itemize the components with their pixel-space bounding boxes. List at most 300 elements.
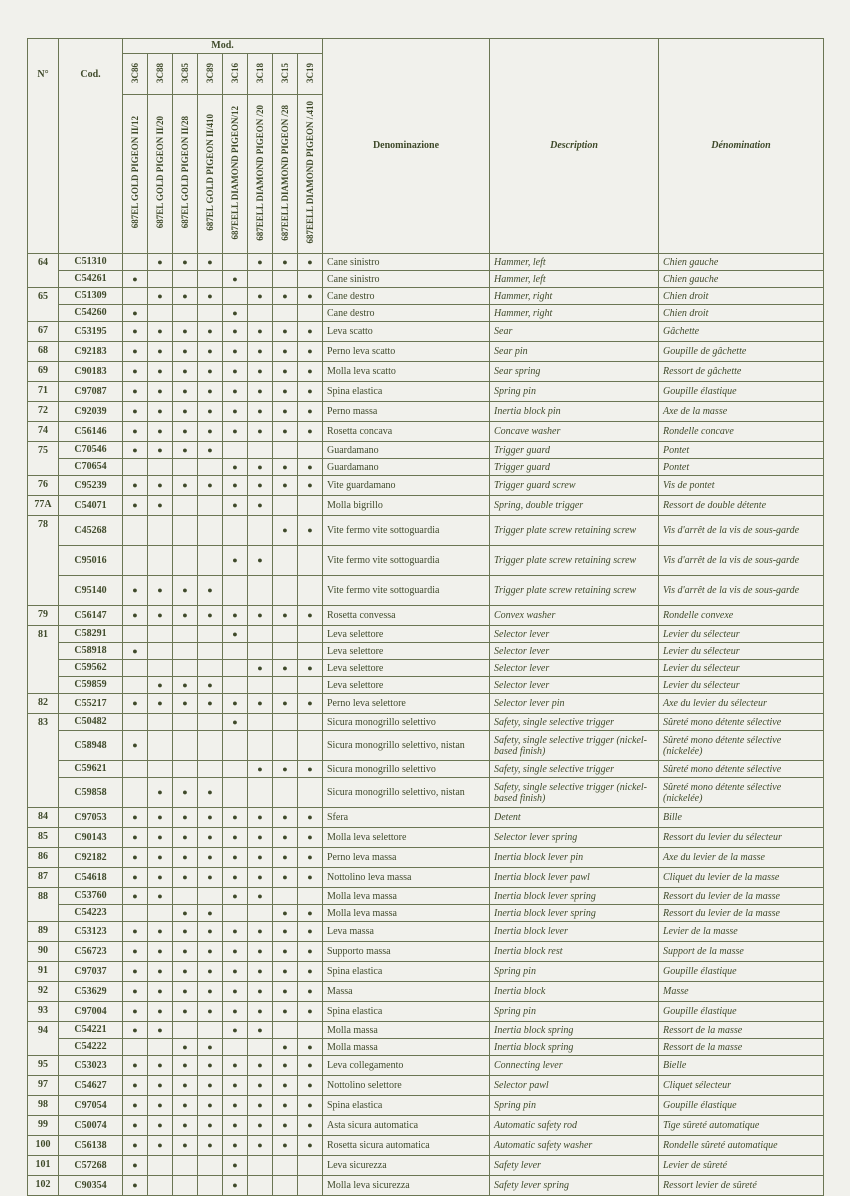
model-applicability-cell [123,1156,148,1176]
applicability-bullet: ● [182,832,188,842]
applicability-bullet: ● [132,698,138,708]
model-applicability-cell [248,808,273,828]
part-name-english: Trigger guard [490,442,659,459]
table-row [28,546,824,576]
applicability-bullet: ● [157,852,163,862]
model-applicability-cell [298,516,323,546]
part-name-french: Ressort de gâchette [659,362,824,382]
model-applicability-cell [273,626,298,643]
table-row [28,828,824,848]
applicability-bullet: ● [232,1006,238,1016]
model-applicability-cell [148,888,173,905]
model-applicability-cell [298,271,323,288]
model-applicability-cell [273,442,298,459]
model-applicability-cell [248,342,273,362]
model-code-header [298,54,323,95]
model-applicability-cell [148,576,173,606]
part-number: 90 [28,942,59,962]
model-applicability-cell [273,694,298,714]
part-name-english: Inertia block lever [490,922,659,942]
column-header-english: Description [490,39,659,254]
model-applicability-cell [248,643,273,660]
applicability-bullet: ● [282,1140,288,1150]
applicability-bullet: ● [132,386,138,396]
model-applicability-cell [223,694,248,714]
applicability-bullet: ● [257,852,263,862]
part-code: C54260 [59,305,123,322]
model-applicability-cell [123,1096,148,1116]
applicability-bullet: ● [257,966,263,976]
model-applicability-cell [148,660,173,677]
model-applicability-cell [198,982,223,1002]
part-name-english: Selector lever [490,643,659,660]
applicability-bullet: ● [257,1024,263,1035]
applicability-bullet: ● [207,346,213,356]
applicability-bullet: ● [307,1140,313,1150]
applicability-bullet: ● [207,386,213,396]
model-applicability-cell [223,1116,248,1136]
model-applicability-cell [148,848,173,868]
applicability-bullet: ● [207,907,213,918]
part-name-english: Spring pin [490,382,659,402]
part-name-italian: Sicura monogrillo selettivo [323,761,490,778]
model-applicability-cell [273,868,298,888]
table-row [28,1002,824,1022]
model-applicability-cell [123,1136,148,1156]
applicability-bullet: ● [157,787,163,797]
part-name-italian: Leva sicurezza [323,1156,490,1176]
model-applicability-cell [123,626,148,643]
part-number: 85 [28,828,59,848]
model-applicability-cell [148,731,173,761]
model-applicability-cell [123,1076,148,1096]
applicability-bullet: ● [182,1080,188,1090]
part-name-french: Tige sûreté automatique [659,1116,824,1136]
applicability-bullet: ● [307,1006,313,1016]
table-row [28,942,824,962]
model-applicability-cell [223,982,248,1002]
model-applicability-cell [123,778,148,808]
model-applicability-cell [223,1136,248,1156]
model-name-label: 687EL GOLD PIGEON II/12 [130,116,140,229]
model-code-label: 3C89 [205,62,215,83]
applicability-bullet: ● [307,326,313,336]
model-applicability-cell [273,888,298,905]
applicability-bullet: ● [232,1080,238,1090]
model-applicability-cell [298,677,323,694]
applicability-bullet: ● [132,740,138,750]
part-name-french: Goupille élastique [659,1002,824,1022]
applicability-bullet: ● [232,366,238,376]
table-row [28,778,824,808]
part-code: C51310 [59,254,123,271]
applicability-bullet: ● [182,585,188,595]
part-name-english: Safety lever spring [490,1176,659,1196]
model-applicability-cell [123,496,148,516]
applicability-bullet: ● [132,366,138,376]
model-name-header [223,95,248,254]
model-applicability-cell [273,476,298,496]
model-applicability-cell [123,422,148,442]
model-applicability-cell [173,496,198,516]
model-applicability-cell [248,905,273,922]
model-applicability-cell [273,1076,298,1096]
model-applicability-cell [148,942,173,962]
model-applicability-cell [273,422,298,442]
model-applicability-cell [298,1039,323,1056]
part-code: C59859 [59,677,123,694]
applicability-bullet: ● [282,1041,288,1052]
part-number: 74 [28,422,59,442]
applicability-bullet: ● [282,610,288,620]
model-applicability-cell [198,422,223,442]
part-number: 65 [28,288,59,322]
model-applicability-cell [198,1176,223,1196]
applicability-bullet: ● [207,1140,213,1150]
model-applicability-cell [123,643,148,660]
part-number: 84 [28,808,59,828]
part-name-italian: Cane sinistro [323,271,490,288]
model-applicability-cell [173,606,198,626]
part-name-french: Axe du levier du sélecteur [659,694,824,714]
model-applicability-cell [273,714,298,731]
model-applicability-cell [298,288,323,305]
model-applicability-cell [248,778,273,808]
part-name-english: Selector lever [490,660,659,677]
table-row [28,288,824,305]
model-applicability-cell [173,476,198,496]
model-applicability-cell [123,271,148,288]
applicability-bullet: ● [307,832,313,842]
model-applicability-cell [173,1156,198,1176]
applicability-bullet: ● [132,1100,138,1110]
part-number: 89 [28,922,59,942]
part-name-english: Inertia block lever spring [490,905,659,922]
applicability-bullet: ● [207,946,213,956]
model-code-label: 3C86 [130,62,140,83]
model-applicability-cell [198,1002,223,1022]
part-name-english: Spring, double trigger [490,496,659,516]
model-applicability-cell [223,576,248,606]
applicability-bullet: ● [282,1060,288,1070]
part-code: C50482 [59,714,123,731]
part-name-italian: Vite fermo vite sottoguardia [323,516,490,546]
applicability-bullet: ● [207,986,213,996]
applicability-bullet: ● [282,926,288,936]
model-applicability-cell [148,322,173,342]
table-row [28,459,824,476]
model-applicability-cell [298,1136,323,1156]
part-name-italian: Leva collegamento [323,1056,490,1076]
part-name-english: Selector lever spring [490,828,659,848]
model-name-label: 687EELL DIAMOND PIGEON /20 [255,104,265,241]
applicability-bullet: ● [182,1100,188,1110]
applicability-bullet: ● [182,426,188,436]
model-applicability-cell [298,496,323,516]
part-name-french: Ressort de la masse [659,1039,824,1056]
model-applicability-cell [198,516,223,546]
table-row [28,1136,824,1156]
applicability-bullet: ● [207,585,213,595]
model-applicability-cell [298,905,323,922]
applicability-bullet: ● [182,946,188,956]
model-name-header [248,95,273,254]
part-code: C57268 [59,1156,123,1176]
applicability-bullet: ● [232,716,238,727]
table-row [28,1096,824,1116]
model-applicability-cell [198,254,223,271]
model-applicability-cell [198,476,223,496]
model-applicability-cell [248,516,273,546]
model-applicability-cell [123,714,148,731]
applicability-bullet: ● [132,645,138,656]
model-applicability-cell [173,442,198,459]
applicability-bullet: ● [207,812,213,822]
applicability-bullet: ● [232,480,238,490]
model-applicability-cell [148,982,173,1002]
applicability-bullet: ● [307,1120,313,1130]
table-row [28,342,824,362]
table-row [28,962,824,982]
applicability-bullet: ● [132,812,138,822]
part-name-italian: Molla leva massa [323,905,490,922]
model-applicability-cell [198,342,223,362]
model-applicability-cell [173,1002,198,1022]
applicability-bullet: ● [157,366,163,376]
part-name-french: Bielle [659,1056,824,1076]
applicability-bullet: ● [132,1160,138,1170]
model-applicability-cell [223,643,248,660]
model-applicability-cell [173,1056,198,1076]
model-applicability-cell [223,731,248,761]
applicability-bullet: ● [257,946,263,956]
model-applicability-cell [123,476,148,496]
model-applicability-cell [223,828,248,848]
applicability-bullet: ● [282,480,288,490]
part-name-french: Vis de pontet [659,476,824,496]
part-name-italian: Spina elastica [323,1096,490,1116]
applicability-bullet: ● [157,1024,163,1035]
applicability-bullet: ● [157,890,163,901]
part-code: C97053 [59,808,123,828]
table-row [28,731,824,761]
part-name-french: Ressort levier de sûreté [659,1176,824,1196]
model-applicability-cell [248,942,273,962]
part-code: C55217 [59,694,123,714]
applicability-bullet: ● [282,1120,288,1130]
table-row [28,905,824,922]
model-applicability-cell [298,342,323,362]
applicability-bullet: ● [182,256,188,267]
applicability-bullet: ● [157,698,163,708]
part-name-italian: Rosetta sicura automatica [323,1136,490,1156]
part-number: 78 [28,516,59,606]
applicability-bullet: ● [207,366,213,376]
applicability-bullet: ● [282,1100,288,1110]
part-name-french: Sûreté mono détente sélective [659,761,824,778]
model-applicability-cell [198,362,223,382]
applicability-bullet: ● [182,787,188,797]
model-applicability-cell [273,677,298,694]
model-applicability-cell [223,476,248,496]
model-applicability-cell [298,459,323,476]
model-applicability-cell [148,694,173,714]
applicability-bullet: ● [232,1024,238,1035]
applicability-bullet: ● [207,426,213,436]
applicability-bullet: ● [282,346,288,356]
model-applicability-cell [173,342,198,362]
model-applicability-cell [273,982,298,1002]
model-applicability-cell [198,888,223,905]
column-header-italian: Denominazione [323,39,490,254]
model-applicability-cell [198,626,223,643]
part-name-italian: Massa [323,982,490,1002]
applicability-bullet: ● [307,812,313,822]
part-name-italian: Leva selettore [323,660,490,677]
applicability-bullet: ● [307,256,313,267]
part-code: C59858 [59,778,123,808]
model-applicability-cell [298,643,323,660]
model-applicability-cell [173,922,198,942]
table-row [28,643,824,660]
part-name-english: Safety, single selective trigger [490,761,659,778]
model-applicability-cell [173,382,198,402]
model-applicability-cell [223,362,248,382]
part-name-french: Ressort du levier du sélecteur [659,828,824,848]
part-name-english: Spring pin [490,962,659,982]
model-applicability-cell [273,459,298,476]
model-applicability-cell [248,828,273,848]
model-applicability-cell [173,254,198,271]
model-applicability-cell [248,731,273,761]
part-name-english: Sear [490,322,659,342]
model-applicability-cell [298,660,323,677]
model-applicability-cell [173,362,198,382]
part-code: C59621 [59,761,123,778]
model-applicability-cell [148,516,173,546]
applicability-bullet: ● [132,1024,138,1035]
applicability-bullet: ● [257,426,263,436]
part-name-english: Safety lever [490,1156,659,1176]
applicability-bullet: ● [257,1100,263,1110]
part-name-italian: Molla leva sicurezza [323,1176,490,1196]
applicability-bullet: ● [207,1080,213,1090]
applicability-bullet: ● [132,500,138,510]
applicability-bullet: ● [182,1120,188,1130]
part-code: C54222 [59,1039,123,1056]
part-number: 81 [28,626,59,694]
part-name-italian: Vite guardamano [323,476,490,496]
part-name-french: Axe de la masse [659,402,824,422]
part-number: 68 [28,342,59,362]
part-number: 94 [28,1022,59,1056]
applicability-bullet: ● [232,890,238,901]
applicability-bullet: ● [182,366,188,376]
model-applicability-cell [223,516,248,546]
part-code: C97054 [59,1096,123,1116]
model-applicability-cell [123,288,148,305]
applicability-bullet: ● [157,256,163,267]
part-code: C92039 [59,402,123,422]
model-applicability-cell [123,606,148,626]
applicability-bullet: ● [257,812,263,822]
applicability-bullet: ● [232,555,238,565]
model-applicability-cell [273,254,298,271]
part-name-italian: Vite fermo vite sottoguardia [323,546,490,576]
part-code: C54223 [59,905,123,922]
part-number: 93 [28,1002,59,1022]
model-applicability-cell [123,1056,148,1076]
model-applicability-cell [148,288,173,305]
part-name-french: Support de la masse [659,942,824,962]
part-number: 64 [28,254,59,288]
applicability-bullet: ● [207,832,213,842]
part-number: 101 [28,1156,59,1176]
applicability-bullet: ● [257,662,263,673]
part-name-french: Ressort du levier de la masse [659,888,824,905]
applicability-bullet: ● [257,290,263,301]
part-name-english: Inertia block spring [490,1039,659,1056]
applicability-bullet: ● [157,500,163,510]
part-name-french: Levier du sélecteur [659,677,824,694]
model-applicability-cell [273,382,298,402]
part-name-english: Trigger plate screw retaining screw [490,516,659,546]
model-applicability-cell [198,305,223,322]
model-code-label: 3C85 [180,62,190,83]
model-applicability-cell [248,626,273,643]
model-applicability-cell [248,962,273,982]
applicability-bullet: ● [207,256,213,267]
part-name-french: Ressort de double détente [659,496,824,516]
model-applicability-cell [198,496,223,516]
model-applicability-cell [173,761,198,778]
model-applicability-cell [123,848,148,868]
part-name-english: Inertia block [490,982,659,1002]
model-applicability-cell [198,288,223,305]
part-name-english: Inertia block lever pawl [490,868,659,888]
part-name-italian: Spina elastica [323,1002,490,1022]
model-applicability-cell [123,576,148,606]
model-applicability-cell [148,382,173,402]
part-name-english: Selector lever pin [490,694,659,714]
model-applicability-cell [223,1002,248,1022]
model-applicability-cell [123,905,148,922]
applicability-bullet: ● [282,386,288,396]
applicability-bullet: ● [182,907,188,918]
applicability-bullet: ● [132,610,138,620]
part-name-french: Cliquet sélecteur [659,1076,824,1096]
model-applicability-cell [273,905,298,922]
applicability-bullet: ● [207,326,213,336]
column-header-models: Mod. [123,39,323,54]
model-applicability-cell [223,778,248,808]
model-applicability-cell [123,322,148,342]
applicability-bullet: ● [207,1120,213,1130]
part-name-french: Levier du sélecteur [659,660,824,677]
part-number: 99 [28,1116,59,1136]
part-code: C70654 [59,459,123,476]
part-name-english: Connecting lever [490,1056,659,1076]
applicability-bullet: ● [307,386,313,396]
part-code: C97004 [59,1002,123,1022]
applicability-bullet: ● [157,1060,163,1070]
model-applicability-cell [198,714,223,731]
model-applicability-cell [123,254,148,271]
applicability-bullet: ● [157,1100,163,1110]
applicability-bullet: ● [307,480,313,490]
applicability-bullet: ● [157,946,163,956]
model-applicability-cell [148,905,173,922]
